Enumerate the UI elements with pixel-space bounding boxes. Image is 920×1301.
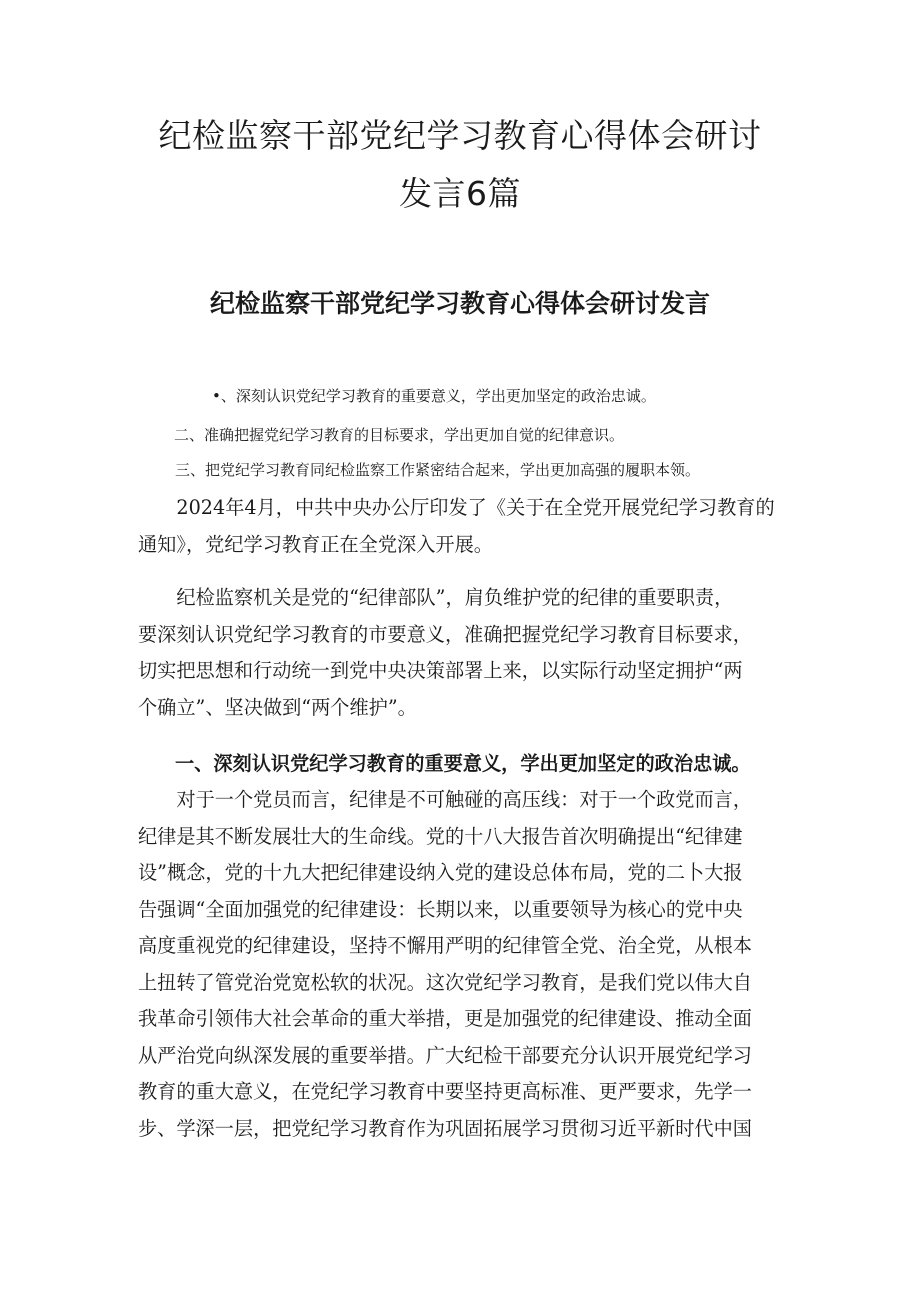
paragraph-line: 教育的重大意义，在党纪学习教育中要坚持更高标准、更严要求，先学一 [138, 1080, 752, 1103]
paragraph-line: 我革命引领伟大社会革命的重大举措，更是加强党的纪律建设、推动全面 [138, 1007, 752, 1030]
paragraph-line: 纪检监察机关是党的“纪律部队”，肩负维护党的纪律的重要职责， [176, 586, 734, 609]
document-title-line-1: 纪检监察干部党纪学习教育心得体会研讨 [158, 116, 762, 155]
paragraph-line: 要深刻认识党纪学习教育的市要意义，准确把握党纪学习教育目标要求， [138, 622, 752, 646]
section-heading-1: 一、深刻认识党纪学习教育的重要意义，学出更加坚定的政治忠诚。 [175, 752, 751, 775]
paragraph-line: 从严治党向纵深发展的重要举措。广大纪检干部要充分认识开展党纪学习 [138, 1043, 752, 1067]
paragraph-line: 纪律是其不断发展壮大的生命线。党的十八大报告首次明确提出“纪律建 [138, 824, 743, 848]
outline-item-3: 三、把党纪学习教育同纪检监察工作紧密结合起来，学出更加高强的履职本领。 [175, 461, 701, 479]
paragraph-line: 个确立”、坚决做到“两个维护”。 [138, 695, 417, 719]
paragraph-line: 上扭转了管党治党宽松软的状况。这次党纪学习教育，是我们党以伟大自 [138, 970, 752, 994]
outline-item-2: 二、准确把握党纪学习教育的目标要求，学出更加自觉的纪律意识。 [174, 426, 625, 444]
paragraph-line: 2024年4月，中共中央办公厅印发了《关于在全党开展党纪学习教育的 [176, 496, 775, 519]
outline-item-1: •、深刻认识党纪学习教育的重要意义，学出更加坚定的政治忠诚。 [212, 387, 656, 405]
paragraph-line: 设”概念，党的十九大把纪律建设纳入党的建设总体布局，党的二卜大报 [138, 861, 743, 884]
paragraph-line: 通知》，党纪学习教育正在全党深入开展。 [138, 532, 493, 556]
paragraph-line: 告强调“全面加强党的纪律建设：长期以来，以重要领导为核心的党中央 [138, 897, 743, 921]
article-subtitle: 纪检监察干部党纪学习教育心得体会研讨发言 [209, 289, 710, 318]
paragraph-line: 高度重视党的纪律建设，坚持不懈用严明的纪律管全党、治全党，从根本 [138, 934, 752, 957]
document-title-line-2: 发言6篇 [399, 174, 521, 213]
paragraph-discipline-organs [138, 580, 782, 726]
paragraph-line: 对于一个党员而言，纪律是不可触碰的高压线：对于一个政党而言， [176, 788, 753, 811]
paragraph-section-1 [138, 782, 782, 1147]
paragraph-intro [138, 490, 782, 563]
paragraph-line: 步、学深一层，把党纪学习教育作为巩固拓展学习贯彻习近平新时代中国 [138, 1116, 752, 1140]
paragraph-line: 切实把思想和行动统一到党中央决策部署上来，以实际行动坚定拥护“两 [138, 659, 743, 682]
